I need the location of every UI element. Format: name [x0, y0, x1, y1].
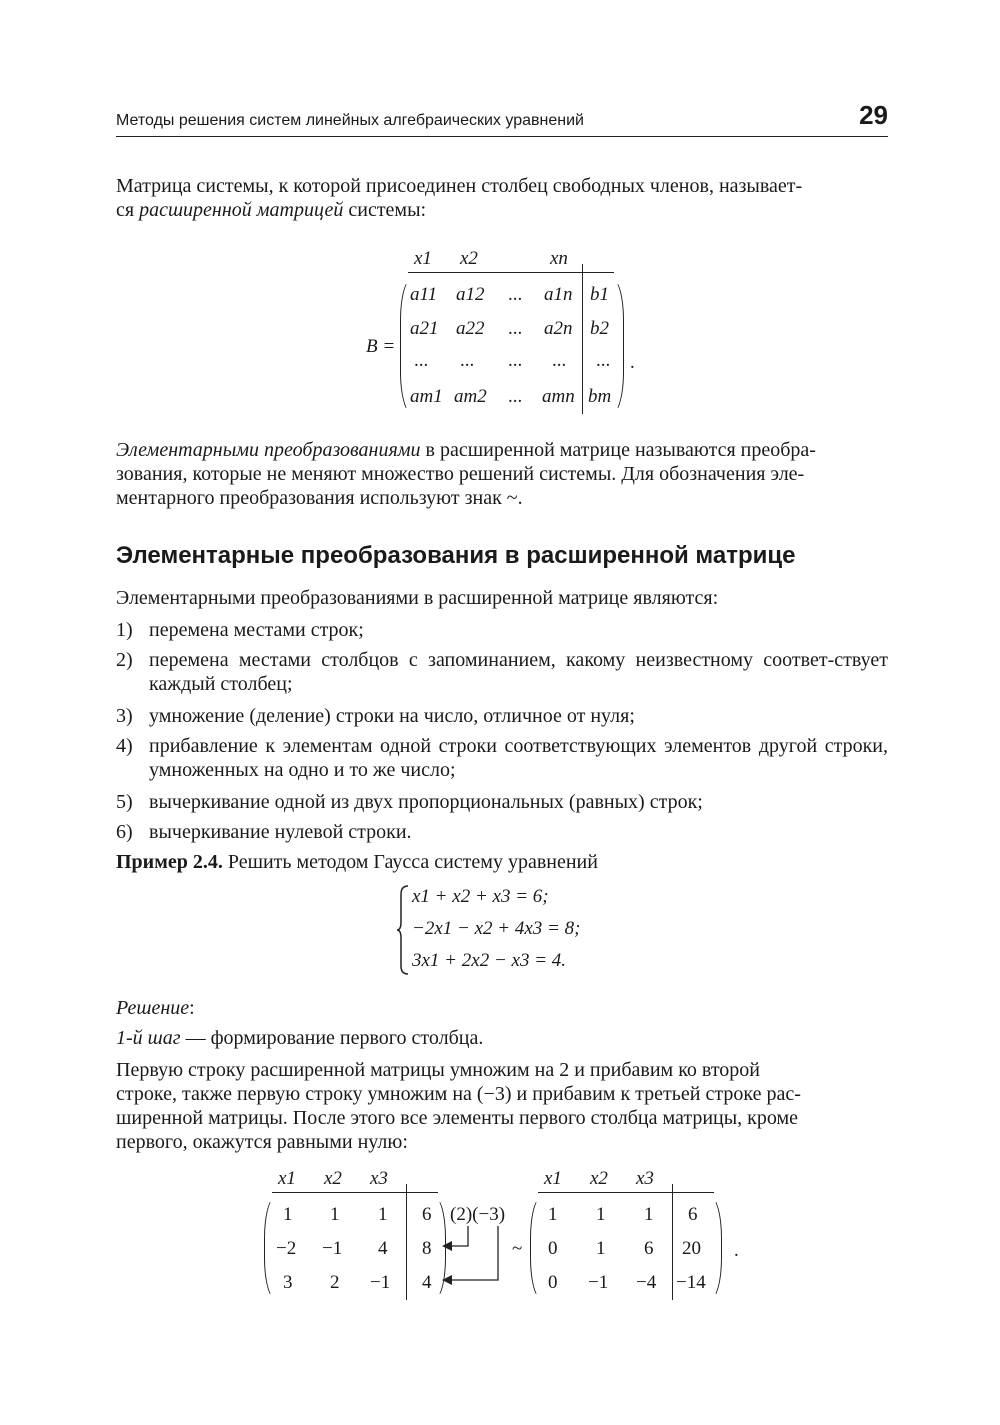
list-item-text: перемена местами столбцов с запоминанием, какому неизвестному соответ-ствует каждый столбец; — [149, 649, 888, 695]
page-number: 29 — [859, 100, 888, 130]
step-line — [116, 1026, 888, 1050]
matrix-left-cell: 2 — [330, 1272, 340, 1293]
elementary-line3: ментарного преобразования используют знак ~. — [116, 487, 523, 509]
matrix-right-cell: 6 — [644, 1238, 654, 1259]
step-text: — формирование первого столбца. — [180, 1027, 484, 1049]
matrix-right-col-label: x3 — [636, 1168, 654, 1189]
matrix-b-cell: a2n — [544, 318, 573, 339]
equivalence-tilde: ~ — [512, 1238, 523, 1259]
list-item-number: 3) — [116, 705, 133, 727]
matrix-b-cell: a22 — [456, 318, 485, 339]
matrix-right-cell: 1 — [596, 1204, 606, 1225]
list-item-text: прибавление к элементам одной строки соответствующих элементов другой строки, умноженных на одно и то же число; — [149, 735, 888, 781]
matrix-left-header-rule — [272, 1192, 438, 1193]
matrix-b-cell: b2 — [590, 318, 609, 339]
matrix-b-cell: ... — [508, 318, 523, 339]
running-header — [116, 100, 888, 137]
matrix-right-cell: 20 — [682, 1238, 701, 1259]
matrix-b-col-label: x1 — [414, 248, 432, 269]
elementary-term: Элементарными преобразованиями — [116, 439, 421, 461]
matrix-b-cell: ... — [596, 350, 611, 371]
elementary-line2: зования, которые не меняют множество решений системы. Для обозначения эле- — [116, 463, 805, 485]
matrix-b-cell: bm — [588, 386, 612, 407]
matrix-left-cell: −1 — [370, 1272, 391, 1293]
solution-label-line — [116, 996, 888, 1020]
matrix-b-cell: am1 — [410, 386, 443, 407]
solution-paragraph — [116, 1058, 888, 1154]
solution-line: Первую строку расширенной матрицы умножим на 2 и прибавим ко второй — [116, 1059, 761, 1081]
list-item — [116, 734, 888, 782]
step-label: 1-й шаг — [116, 1027, 181, 1049]
list-item — [116, 820, 888, 844]
equation-line: 3x1 + 2x2 − x3 = 4. — [412, 950, 567, 971]
matrix-right-cell: 1 — [596, 1238, 606, 1259]
intro-line2-suffix: системы: — [343, 199, 427, 221]
intro-line2-prefix: ся — [116, 199, 140, 221]
list-item-number: 5) — [116, 791, 133, 813]
matrix-b-cell: ... — [508, 284, 523, 305]
solution-colon: : — [189, 997, 195, 1019]
matrix-b-cell: a11 — [410, 284, 438, 305]
matrix-b-col-label: x2 — [460, 248, 478, 269]
row-multipliers: (2)(−3) — [450, 1204, 506, 1225]
list-item — [116, 790, 888, 814]
matrix-b-cell: ... — [414, 350, 429, 371]
matrix-right-cell: 1 — [644, 1204, 654, 1225]
matrix-b-cell: a21 — [410, 318, 439, 339]
intro-line1: Матрица системы, к которой присоединен столбец свободных членов, называет- — [116, 175, 803, 197]
matrix-right-header-rule — [538, 1192, 714, 1193]
matrix-b-cell: ... — [552, 350, 567, 371]
matrix-right-cell: −4 — [636, 1272, 657, 1293]
list-item — [116, 618, 888, 642]
matrix-b-col-label: xn — [550, 248, 568, 269]
matrix-left-cell: −1 — [322, 1238, 343, 1259]
example-text: Решить методом Гаусса систему уравнений — [222, 851, 598, 873]
matrix-right-cell: −14 — [676, 1272, 706, 1293]
matrix-b-cell: am2 — [454, 386, 487, 407]
matrix-right-trailing-period: . — [734, 1240, 739, 1261]
matrix-b-cell: a1n — [544, 284, 573, 305]
list-item-text: вычеркивание нулевой строки. — [149, 821, 412, 843]
matrix-right-col-label: x2 — [590, 1168, 608, 1189]
matrix-b-header-rule — [408, 272, 614, 273]
example-statement — [116, 850, 888, 874]
matrix-left-cell: 1 — [283, 1204, 293, 1225]
matrix-right-cell: 6 — [688, 1204, 698, 1225]
matrix-left-cell: 4 — [422, 1272, 432, 1293]
equation-line: x1 + x2 + x3 = 6; — [412, 886, 549, 907]
matrix-b-cell: ... — [508, 386, 523, 407]
solution-label: Решение — [116, 997, 190, 1019]
matrix-b-trailing-period: . — [630, 352, 635, 373]
matrix-left-cell: 6 — [422, 1204, 432, 1225]
matrix-right-col-label: x1 — [544, 1168, 562, 1189]
matrix-left-cell: −2 — [276, 1238, 297, 1259]
row-operation-arrows — [440, 1222, 510, 1294]
matrix-b-cell: ... — [460, 350, 475, 371]
solution-line: строке, также первую строку умножим на (−3) и прибавим к третьей строке рас- — [116, 1083, 801, 1105]
matrix-b-cell: b1 — [590, 284, 609, 305]
list-item-text: вычеркивание одной из двух пропорциональных (равных) строк; — [149, 791, 703, 813]
matrix-left-cell: 1 — [330, 1204, 340, 1225]
example-label: Пример 2.4. — [116, 851, 223, 873]
matrix-right-cell: −1 — [588, 1272, 609, 1293]
matrix-left-cell: 3 — [283, 1272, 293, 1293]
elementary-line1-rest: в расширенной матрице называются преобра- — [420, 439, 816, 461]
matrix-left-col-label: x2 — [324, 1168, 342, 1189]
solution-line: ширенной матрицы. После этого все элементы первого столбца матрицы, кроме — [116, 1107, 799, 1129]
matrix-b-cell: amn — [542, 386, 575, 407]
section-lead: Элементарными преобразованиями в расширенной матрице являются: — [116, 587, 719, 609]
matrix-left-col-label: x3 — [370, 1168, 388, 1189]
section-heading: Элементарные преобразования в расширенной матрице — [116, 542, 796, 569]
list-item-text: умножение (деление) строки на число, отличное от нуля; — [149, 705, 635, 727]
list-item — [116, 648, 888, 696]
matrix-b-cell: ... — [508, 350, 523, 371]
list-item-number: 6) — [116, 821, 133, 843]
equation-line: −2x1 − x2 + 4x3 = 8; — [412, 918, 581, 939]
intro-paragraph — [116, 174, 888, 222]
list-item-number: 1) — [116, 619, 133, 641]
solution-line: первого, окажутся равными нулю: — [116, 1131, 408, 1153]
matrix-right-cell: 1 — [548, 1204, 558, 1225]
matrix-right-cell: 0 — [548, 1272, 558, 1293]
matrix-right-cell: 0 — [548, 1238, 558, 1259]
intro-term: расширенной матрицей — [139, 199, 344, 221]
list-item-number: 4) — [116, 735, 133, 757]
running-header-title: Методы решения систем линейных алгебраических уравнений — [116, 112, 584, 129]
matrix-left-cell: 8 — [422, 1238, 432, 1259]
matrix-b-label: B = — [366, 336, 396, 357]
matrix-left-cell: 4 — [378, 1238, 388, 1259]
matrix-left-col-label: x1 — [278, 1168, 296, 1189]
matrix-left-cell: 1 — [378, 1204, 388, 1225]
left-brace — [396, 884, 410, 976]
matrix-b-cell: a12 — [456, 284, 485, 305]
elementary-definition — [116, 438, 888, 510]
list-item — [116, 704, 888, 728]
list-item-text: перемена местами строк; — [149, 619, 364, 641]
list-item-number: 2) — [116, 649, 133, 671]
